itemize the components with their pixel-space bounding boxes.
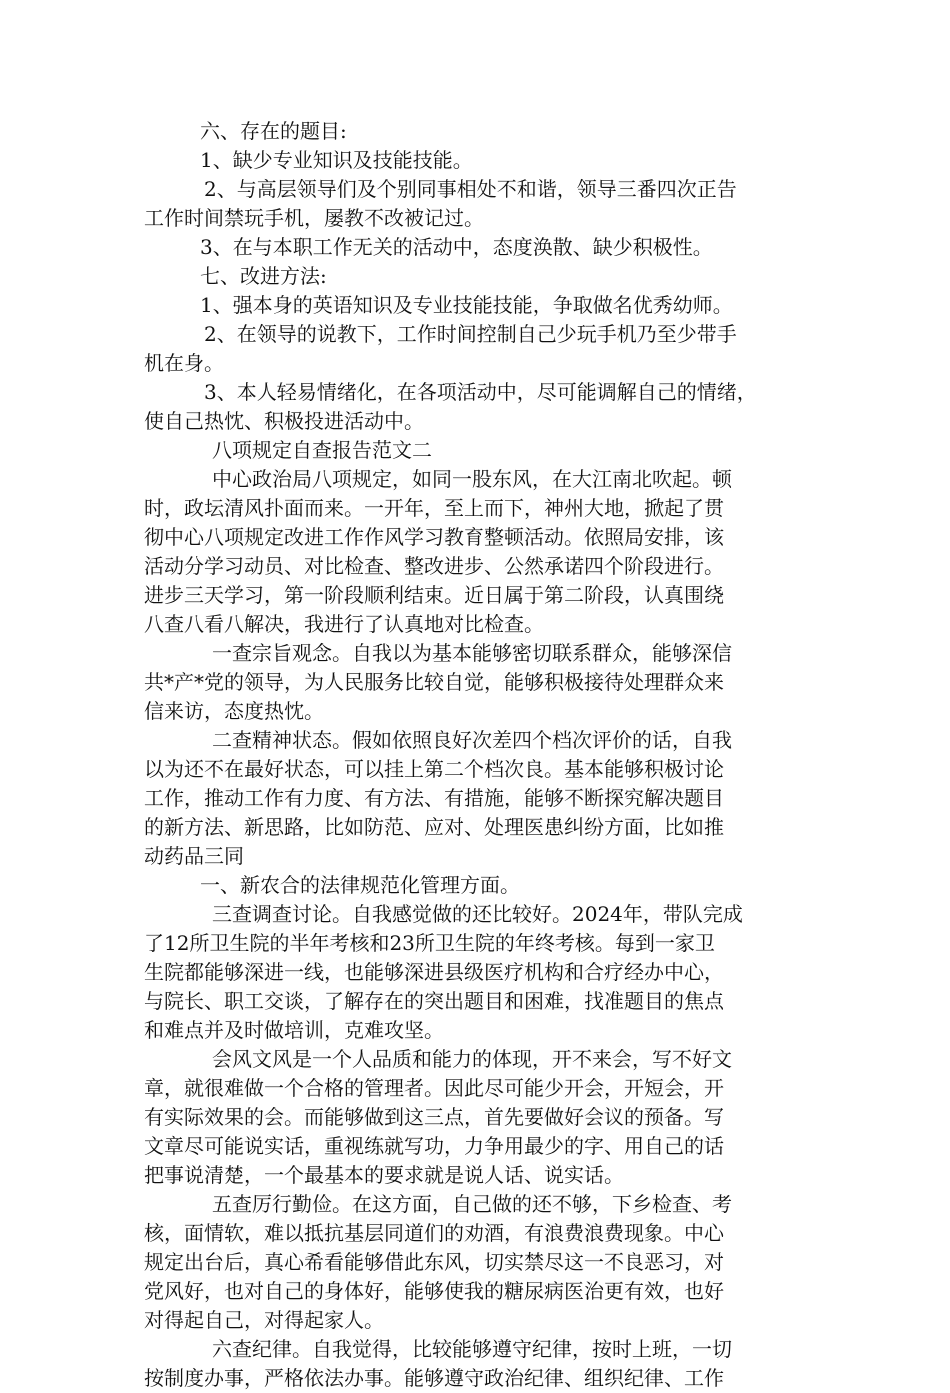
paragraph-start: 六查纪律。自我觉得，比较能够遵守纪律，按时上班，一切 [212, 1337, 732, 1361]
text-line: 党风好，也对自己的身体好，能够使我的糖尿病医治更有效，也好 [144, 1279, 724, 1303]
paragraph-start: 二查精神状态。假如依照良好次差四个档次评价的话，自我 [212, 728, 732, 752]
list-item: 1、强本身的英语知识及专业技能技能，争取做名优秀幼师。 [200, 293, 733, 317]
text-line: 核，面情软，难以抵抗基层同道们的劝酒，有浪费浪费现象。中心 [144, 1221, 724, 1245]
text-line: 彻中心八项规定改进工作作风学习教育整顿活动。依照局安排，该 [144, 525, 724, 549]
text-line: 信来访，态度热忱。 [144, 699, 324, 723]
text-line: 时，政坛清风扑面而来。一开年，至上而下，神州大地，掀起了贯 [144, 496, 724, 520]
text-line: 章，就很难做一个合格的管理者。因此尽可能少开会，开短会，开 [144, 1076, 724, 1100]
text-line: 生院都能够深进一线，也能够深进县级医疗机构和合疗经办中心， [144, 960, 724, 984]
list-item: 2、与高层领导们及个别同事相处不和谐，领导三番四次正告 [204, 177, 737, 201]
list-item: 3、在与本职工作无关的活动中，态度涣散、缺少积极性。 [200, 235, 713, 259]
text-line: 工作时间禁玩手机，屡教不改被记过。 [144, 206, 484, 230]
list-item: 3、本人轻易情绪化，在各项活动中，尽可能调解自己的情绪， [204, 380, 757, 404]
text-line: 的新方法、新思路，比如防范、应对、处理医患纠纷方面，比如推 [144, 815, 724, 839]
paragraph-start: 会风文风是一个人品质和能力的体现，开不来会，写不好文 [212, 1047, 732, 1071]
text-line: 机在身。 [144, 351, 224, 375]
text-line: 八查八看八解决，我进行了认真地对比检查。 [144, 612, 544, 636]
text-line: 动药品三同 [144, 844, 244, 868]
section-heading: 一、新农合的法律规范化管理方面。 [200, 873, 520, 897]
list-item: 2、在领导的说教下，工作时间控制自己少玩手机乃至少带手 [204, 322, 737, 346]
text-line: 使自己热忱、积极投进活动中。 [144, 409, 424, 433]
text-line: 规定出台后，真心希看能够借此东风，切实禁尽这一不良恶习，对 [144, 1250, 724, 1274]
text-line: 对得起自己，对得起家人。 [144, 1308, 384, 1332]
text-line: 文章尽可能说实话，重视练就写功，力争用最少的字、用自己的话 [144, 1134, 724, 1158]
section-heading: 六、存在的题目: [200, 119, 347, 143]
text-line: 了12所卫生院的半年考核和23所卫生院的年终考核。每到一家卫 [144, 931, 715, 955]
list-item: 1、缺少专业知识及技能技能。 [200, 148, 473, 172]
paragraph-start: 一查宗旨观念。自我以为基本能够密切联系群众，能够深信 [212, 641, 732, 665]
text-line: 和难点并及时做培训，克难攻坚。 [144, 1018, 444, 1042]
paragraph-start: 五查厉行勤俭。在这方面，自己做的还不够，下乡检查、考 [212, 1192, 732, 1216]
text-line: 把事说清楚，一个最基本的要求就是说人话、说实话。 [144, 1163, 624, 1187]
text-line: 按制度办事，严格依法办事。能够遵守政治纪律、组织纪律、工作 [144, 1366, 724, 1390]
text-line: 与院长、职工交谈，了解存在的突出题目和困难，找准题目的焦点 [144, 989, 724, 1013]
text-line: 工作，推动工作有力度、有方法、有措施，能够不断探究解决题目 [144, 786, 724, 810]
text-line: 共*产*党的领导，为人民服务比较自觉，能够积极接待处理群众来 [144, 670, 724, 694]
text-line: 进步三天学习，第一阶段顺利结束。近日属于第二阶段，认真围绕 [144, 583, 724, 607]
text-line: 有实际效果的会。而能够做到这三点，首先要做好会议的预备。写 [144, 1105, 724, 1129]
text-line: 以为还不在最好状态，可以挂上第二个档次良。基本能够积极讨论 [144, 757, 724, 781]
document-page [144, 117, 810, 1393]
subtitle: 八项规定自查报告范文二 [212, 438, 432, 462]
section-heading: 七、改进方法: [200, 264, 327, 288]
paragraph-start: 三查调查讨论。自我感觉做的还比较好。2024年，带队完成 [212, 902, 743, 926]
text-line: 活动分学习动员、对比检查、整改进步、公然承诺四个阶段进行。 [144, 554, 724, 578]
paragraph-start: 中心政治局八项规定，如同一股东风，在大江南北吹起。顿 [212, 467, 732, 491]
